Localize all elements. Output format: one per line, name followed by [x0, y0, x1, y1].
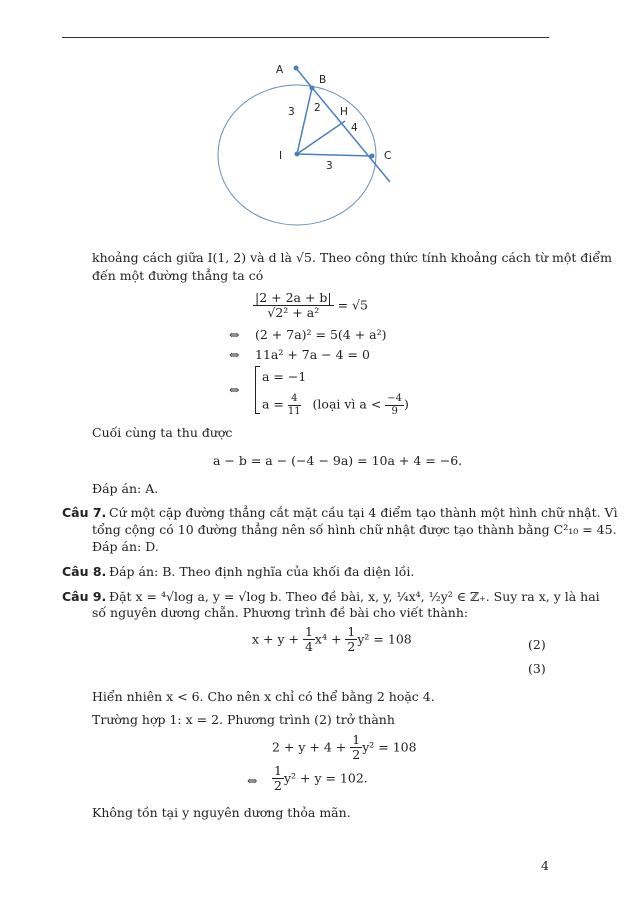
e1d: 2	[352, 747, 361, 763]
cau9-equation-2	[252, 625, 412, 655]
iff-1: ⇔	[229, 327, 240, 342]
cau8-label: Câu 8.	[62, 564, 107, 579]
tag-2: (2)	[528, 637, 546, 652]
case2-note: (loại vì a <	[312, 396, 382, 412]
f1n: 1	[304, 624, 313, 639]
point-A	[294, 66, 299, 71]
label-I: I	[279, 150, 283, 162]
cau9-p3: Không tồn tại y nguyên dương thỏa mãn.	[92, 805, 351, 820]
label-A: A	[276, 64, 284, 76]
label-2: 2	[314, 102, 321, 114]
e2-rhs: y² + y = 102.	[283, 770, 368, 786]
cau7-body	[109, 505, 618, 520]
c2n-den: 9	[391, 405, 398, 417]
equation-block-1	[253, 291, 368, 321]
case2-close: )	[404, 396, 409, 412]
line-d	[295, 67, 390, 182]
eq-mid: x⁴ +	[314, 631, 342, 647]
equation-2: a − b = a − (−4 − 9a) = 10a + 4 = −6.	[213, 453, 463, 468]
iff-4: ⇔	[247, 773, 258, 788]
e1-rhs: y² = 108	[362, 739, 417, 755]
f1d: 4	[304, 639, 313, 655]
c2n-num: −4	[387, 393, 403, 404]
cau7-line2: tổng cộng có 10 đường thẳng nên số hình chữ nhật được tạo thành bằng C²₁₀ = 45.	[92, 522, 617, 537]
c2-den: 11	[287, 405, 301, 417]
cau7-answer: Đáp án: D.	[92, 539, 159, 554]
eq-den: √2² + a²	[267, 305, 320, 321]
case2-lhs: a =	[262, 396, 284, 412]
eq-rhs: y² = 108	[357, 631, 412, 647]
e1-lhs: 2 + y + 4 +	[272, 739, 347, 755]
e2n: 1	[274, 763, 282, 778]
segment-IH	[297, 121, 345, 154]
point-B	[310, 86, 315, 91]
cau9-line2: số nguyên dương chẵn. Phương trình đề bài cho viết thành:	[92, 605, 469, 620]
iff-2: ⇔	[229, 347, 240, 362]
point-I	[295, 152, 300, 157]
paragraph-final: Cuối cùng ta thu được	[92, 425, 233, 440]
answer-6: Đáp án: A.	[92, 481, 159, 496]
label-4: 4	[351, 122, 358, 134]
text-line: Cứ một cặp đường thẳng cắt mặt cầu tại 4 điểm tạo thành một hình chữ nhật. Vì	[109, 505, 618, 520]
point-C	[370, 154, 375, 159]
text-line: khoảng cách giữa I(1, 2) và d là √5. Theo công thức tính khoảng cách từ một điểm	[92, 250, 612, 265]
header-rule	[62, 37, 549, 38]
eq-num: |2 + 2a + b|	[255, 290, 332, 305]
geometry-figure	[200, 55, 420, 235]
segment-IB	[297, 88, 312, 154]
cau9-line1: Đặt x = ⁴√log a, y = √log b. Theo đề bài, x, y, ¼x⁴, ½y² ∈ ℤ₊. Suy ra x, y là hai	[109, 589, 600, 604]
label-C: C	[384, 150, 392, 162]
paragraph-distance	[92, 250, 612, 283]
e1n: 1	[352, 732, 361, 747]
eq-lhs: x + y +	[252, 631, 299, 647]
label-3b: 3	[326, 160, 333, 172]
eq-line-3: 11a² + 7a − 4 = 0	[255, 347, 370, 362]
cau7-label: Câu 7.	[62, 505, 107, 520]
case1-eq-1	[272, 733, 417, 763]
page-number: 4	[541, 858, 549, 873]
label-3a: 3	[288, 106, 295, 118]
cau9-p1: Hiển nhiên x < 6. Cho nên x chỉ có thể bằng 2 hoặc 4.	[92, 689, 435, 704]
case-2	[262, 393, 409, 417]
cau9-p2: Trường hợp 1: x = 2. Phương trình (2) trở thành	[92, 712, 395, 727]
iff-3: ⇔	[229, 382, 240, 397]
case-1: a = −1	[262, 369, 307, 384]
label-H: H	[340, 106, 348, 118]
eq-rhs: = √5	[337, 297, 368, 313]
f2n: 1	[347, 624, 356, 639]
tag-3: (3)	[528, 661, 546, 676]
case1-eq-2	[272, 764, 368, 794]
cau9-label: Câu 9.	[62, 589, 107, 604]
e2d: 2	[274, 778, 282, 794]
eq-line-2: (2 + 7a)² = 5(4 + a²)	[255, 327, 387, 342]
segment-IC	[297, 154, 372, 156]
text-line: đến một đường thẳng ta có	[92, 268, 264, 283]
cau8-body: Đáp án: B. Theo định nghĩa của khối đa diện lồi.	[109, 564, 415, 579]
c2-num: 4	[288, 393, 301, 406]
label-B: B	[319, 74, 327, 86]
f2d: 2	[347, 639, 356, 655]
